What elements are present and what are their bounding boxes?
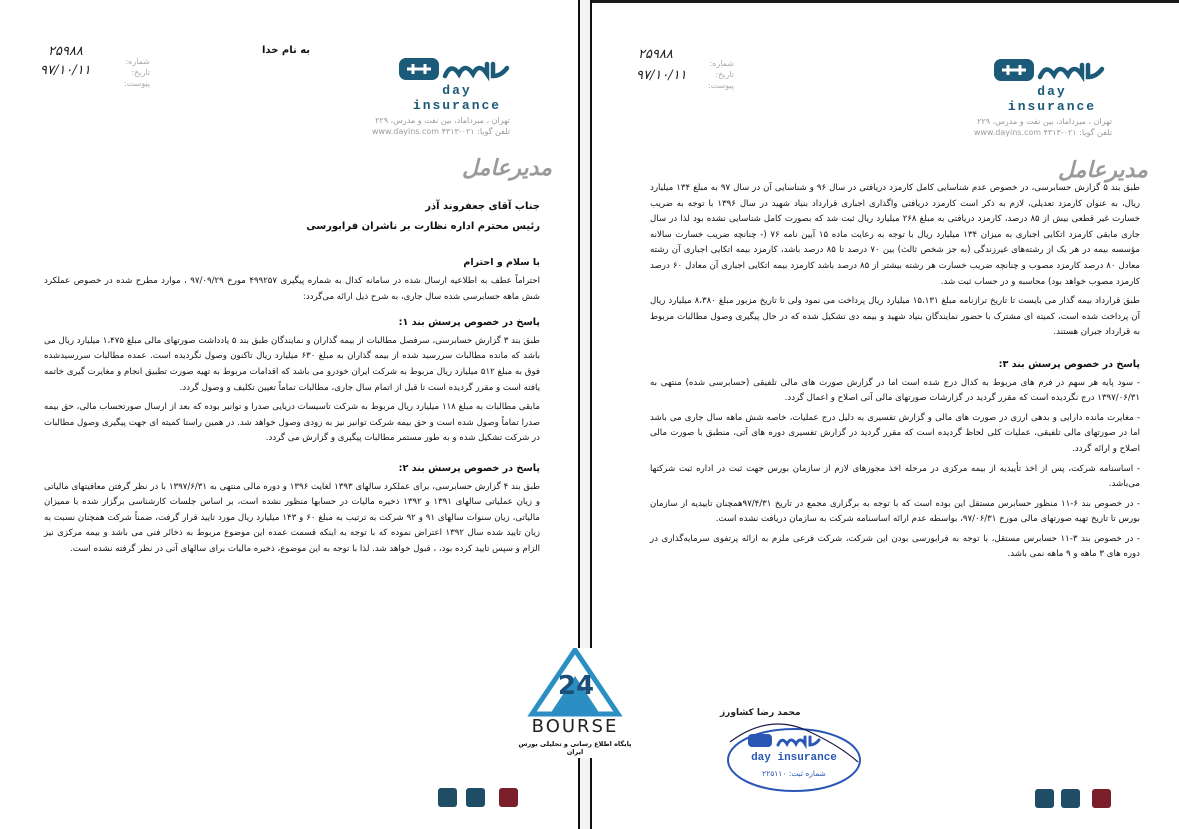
footer-square-red [1092, 789, 1111, 808]
day-insurance-logo [397, 56, 517, 113]
letter-meta-labels [694, 58, 734, 91]
attachment-label: پیوست: [707, 81, 734, 90]
footer-square-dark [438, 788, 457, 807]
greeting: با سلام و احترام [463, 257, 540, 268]
watermark-subtitle: پایگاه اطلاع رسانی و تحلیلی بورس ایران [518, 740, 632, 756]
brand-english-name: day insurance [412, 83, 502, 113]
day-logo-mark-icon [992, 57, 1112, 83]
signer-name: محمد رضا کشاورز [720, 708, 801, 718]
recipient-name: جناب آقای جعفروند آذر [425, 201, 540, 212]
scan-top-edge [592, 0, 1179, 3]
address-line: تهران ، میرداماد، بین نفت و مدرس، ۲۲۹ [375, 116, 510, 125]
letter-date-handwritten: ۹۷/۱۰/۱۱ [636, 68, 687, 83]
number-label: شماره: [709, 59, 734, 68]
besmellah: به نام خدا [262, 45, 311, 56]
address-line: تهران ، میرداماد، بین نفت و مدرس، ۲۲۹ [977, 117, 1112, 126]
answer-1-paragraph-2: مابقی مطالبات به مبلغ ۱۱۸ میلیارد ریال مربوط به شرکت تاسیسات دریایی صدرا و توانیر بوده که بعد از ارسال صورتحساب مالی، حق بیمه صدرا تماماً وصول شده است و حق بیمه شرکت توانیر نیز به زودی وصول خواهد شد. در همین راستا کمیته ای جهت پیگیری وصول مطالبات در شرکت تشکیل شده و به طور مستمر مطالبات پیگیری و گزارش می گردد. [44, 402, 541, 444]
answer-3-item-4: - در خصوص بند ۶-۱۱ منظور حسابرس مستقل این بوده است که با توجه به برگزاری مجمع در تاریخ ۹۷/۴/۳۱همچنان تاییدیه از سازمان بورس تا تاریخ تهیه صورتهای مالی مورخ ۹۷/۰۶/۳۱، بواسطه عدم ارائه اساسنامه شرکت به سازمان دریافت نشده است. [650, 498, 1140, 525]
bourse24-logo-icon [510, 648, 640, 718]
watermark-brand-text: BOURSE [531, 716, 619, 737]
footer-square-dark [1035, 789, 1054, 808]
bourse24-watermark [510, 648, 640, 758]
answer-3-item-3: - اساسنامه شرکت، پس از اخذ تأییدیه از بیمه مرکزی در مرحله اخذ مجوزهای لازم از سازمان بورس جهت ثبت در اداره ثبت شرکتها می‌باشد. [650, 463, 1140, 490]
letter-page-left [0, 0, 578, 829]
letterhead-address [360, 115, 510, 137]
date-label: تاریخ: [131, 68, 150, 77]
phone-website-line: تلفن گویا: ۰۲۱-۴۳۱۳ www.dayins.com [973, 128, 1112, 137]
stamp-registration-text: شماره ثبت: ۲۲۵۱۱۰ [762, 769, 826, 778]
answer-paragraph-commission: طبق بند ۵ گزارش حسابرسی، در خصوص عدم شناسایی کامل کارمزد دریافتی در سال ۹۶ و شناسایی آن در سال ۹۷ به مبلغ ۱۳۴ میلیارد ریال، به عنوان کارمزد تعدیلی، لازم به ذکر است کارمزد دریافتی واگذاری اجباری قرارداد بنیاد شهید در سال ۱۳۹۶ با توجه به ضریب خسارت غیر قطعی بیش از ۸۵ درصد، کارمزد دریافتی به مبلغ ۲۶۸ میلیارد ریال ثبت شد که بصورت کامل شناسایی نشده بود لذا در سال جاری مابقی کارمزد اتکایی اجباری به میزان ۱۳۴ میلیارد ریال با توجه به رعایت ماده ۱۵ آیین نامه ۷۶ (- چنانچه ضریب خسارت سالانه مؤسسه بیمه در هر یک از رشته‌های غیرزندگی (به جز شخص ثالث) بین ۷۰ درصد تا ۸۵ درصد باشد، کارمزد بیمه اتکایی اجباری آن رشته معادل ۸۰ درصد کارمزد مصوب و چنانچه ضریب خسارت هر رشته بیشتر از ۸۵ درصد باشد کارمزد بیمه اتکایی اجباری آن معادل ۶۰ درصد کارمزد مصوب خواهد بود) محاسبه و در حساب ثبت شد. [650, 183, 1140, 287]
ceo-title-calligraphy: مدیرعامل [1058, 157, 1148, 183]
answer-paragraph-contract: طبق قرارداد بیمه گذار می بایست تا تاریخ ترازنامه مبلغ ۱۵،۱۳۱ میلیارد ریال پرداخت می نمود ولی تا تاریخ مزبور مبلغ ۸،۳۸۰ میلیارد ریال آن پرداخت شده است، کمیته ای مشترک با حضور نمایندگان بنیاد شهید و بیمه دی تشکیل شده که در حال پیگیری وصول مطالبات مربوط به قرارداد جبران هستند. [650, 296, 1140, 338]
letterhead-address [962, 116, 1112, 138]
day-insurance-logo [992, 57, 1112, 114]
letter-page-right [592, 0, 1179, 829]
date-label: تاریخ: [715, 70, 734, 79]
intro-paragraph: احتراماً عطف به اطلاعیه ارسال شده در سامانه کدال به شماره پیگیری ۴۹۹۲۵۷ مورخ ۹۷/۰۹/۲۹ ، موارد مطرح شده در خصوص عملکرد شش ماهه حسابرسی شده سال جاری، به شرح ذیل ارائه می‌گردد: [44, 276, 540, 302]
answer-2-paragraph: طبق بند ۴ گزارش حسابرسی، برای عملکرد سالهای ۱۳۹۳ لغایت ۱۳۹۶ و دوره مالی منتهی به ۱۳۹۷/۶/۳۱ با در نظر گرفتن معافیتهای مالیاتی و زیان عملیاتی سالهای ۱۳۹۱ و ۱۳۹۲ ذخیره مالیات در حسابها منظور نشده است، بر اساس جلسات کارشناسی برگزار شده با ممیزان مالیاتی، زیان سنوات سالهای ۹۱ و ۹۲ شرکت به ترتیب به مبلغ ۶۰ و ۱۴۳ میلیارد ریال مورد تایید قرار گرفت، ضمناً شرکت همچنان نسبت به زیان تایید شده سال ۱۳۹۲ اعتراض نموده که با توجه به اینکه قسمت عمده این موضوع مربوط به ذخائر فنی می باشد و بیمه مرکزی نیز الزام و سپس تایید کرده بود، ، قبول خواهد شد. لذا با توجه به این موضوع، ذخیره مالیات برای سالهای آتی در نظر گرفته نشده است. [44, 481, 541, 554]
recipient-title: رئیس محترم اداره نظارت بر ناشران فرابورسی [306, 221, 540, 232]
company-stamp [724, 722, 864, 794]
ceo-title-calligraphy: مدیرعامل [462, 155, 552, 181]
watermark-number: 24 [557, 671, 595, 701]
letter-body-left [44, 274, 540, 562]
letter-body-right [650, 181, 1140, 567]
footer-square-red [499, 788, 518, 807]
letter-date-handwritten: ۹۷/۱۰/۱۱ [40, 63, 91, 78]
brand-english-name: day insurance [1007, 84, 1097, 114]
phone-website-line: تلفن گویا: ۰۲۱-۴۳۱۳ www.dayins.com [371, 127, 510, 136]
answer-1-paragraph-1: طبق بند ۳ گزارش حسابرسی، سرفصل مطالبات از بیمه گذاران و نمایندگان طبق بند ۵ یادداشت صورتهای مالی مبلغ ۱،۴۷۵ میلیارد ریال می باشد که مانده مطالبات سررسید شده از بیمه گذاران به مبلغ ۶۳۰ میلیارد ریال تاکنون وصول نگردیده است. عمده مطالبات سررسیدشده فوق به مبلغ ۵۱۲ میلیارد ریال مربوط به شرکت ایران خودرو می باشد که اقدامات مربوط به تهیه صورت تطبیق انجام و مغایرت گیری خاتمه یافته است و مقرر گردیده است تا قبل از اتمام سال جاری، مطالبات تماماً تعیین تکلیف و وصول گردد. [44, 335, 541, 393]
answer-3-item-1: - سود پایه هر سهم در فرم های مربوط به کدال درج شده است اما در گزارش صورت های مالی تلفیقی (حسابرسی شده) منتهی به ۱۳۹۷/۰۶/۳۱ درج نگردیده است که مقرر گردید در گزارشات صورتهای مالی آتی اصلاح و اعمال گردد. [650, 377, 1140, 404]
footer-square-dark [1061, 789, 1080, 808]
stamp-brand-text: day insurance [751, 752, 837, 764]
number-label: شماره: [125, 57, 150, 66]
footer-square-dark [466, 788, 485, 807]
answer-3-item-5: - در خصوص بند ۳-۱۱ حسابرس مستقل، با توجه به فرابورسی بودن این شرکت، شرکت فرعی ملزم به ارائه پرتفوی سرمایه‌گذاری در دوره های ۳ ماهه و ۹ ماهه نمی باشد. [650, 533, 1140, 560]
answer-3-item-2: - مغایرت مانده دارایی و بدهی ارزی در صورت های مالی و گزارش تفسیری به دلیل درج عملیات، خاصه شش ماهه سال جاری می باشد اما در صورتهای مالی تلفیقی، عملیات کلی لحاظ گردیده است که مقرر گردید در گزارش تفسیری دوره های آتی، منطبق با صورت مالی اصلاح و ارائه گردد. [650, 412, 1140, 454]
letter-meta-labels [110, 56, 150, 89]
section-heading-1: پاسخ در خصوص پرسش بند ۱: [398, 317, 540, 329]
day-logo-mark-icon [397, 56, 517, 82]
letter-number-handwritten: ۲۵۹۸۸ [48, 44, 83, 59]
letter-number-handwritten: ۲۵۹۸۸ [638, 47, 673, 62]
section-heading-2: پاسخ در خصوص پرسش بند ۲: [398, 462, 540, 474]
section-heading-3: پاسخ در خصوص پرسش بند ۳: [998, 358, 1140, 370]
attachment-label: پیوست: [123, 79, 150, 88]
